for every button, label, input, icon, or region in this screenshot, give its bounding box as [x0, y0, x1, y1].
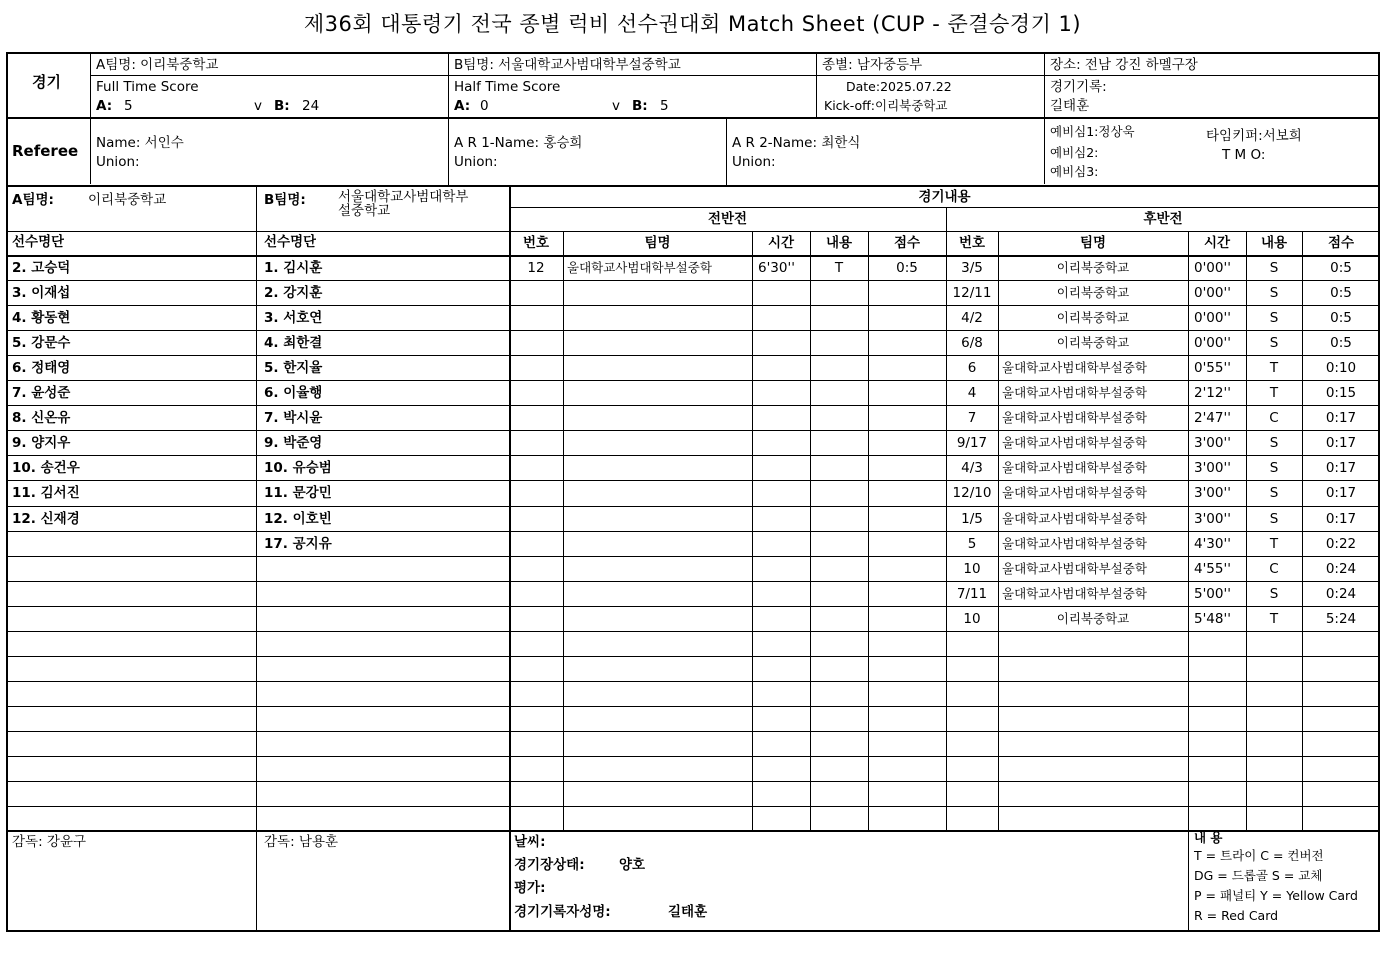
second-half-row-no: 3/5	[961, 260, 983, 276]
tmo: T M O:	[1222, 147, 1266, 163]
team-b-player: 7. 박시윤	[264, 410, 323, 426]
match-content-header: 경기내용	[918, 189, 971, 205]
recorder-name: 길태훈	[1050, 98, 1090, 114]
coach-a: 감독: 강윤구	[12, 834, 87, 850]
team-a-name: A팀명: 이리북중학교	[96, 57, 219, 73]
second-half-row-score: 0:22	[1325, 536, 1357, 552]
referee-union: Union:	[96, 154, 140, 170]
first-half-row-team: 울대학교사범대학부설중학	[567, 260, 712, 275]
ar2-name: A R 2-Name: 최한식	[732, 135, 861, 151]
second-half-row-time: 0'00''	[1194, 335, 1231, 351]
first-half-row-no: 12	[527, 260, 545, 276]
second-half-row-score: 0:5	[1330, 335, 1352, 351]
team-a-player: 8. 신온유	[12, 410, 71, 426]
second-half-row-type: T	[1269, 536, 1279, 552]
second-half-row-type: T	[1269, 385, 1279, 401]
fts-b-label: B:	[274, 98, 290, 114]
second-half-row-no: 10	[963, 611, 981, 627]
second-half-row-time: 3'00''	[1194, 485, 1231, 501]
second-half-col-time: 시간	[1203, 235, 1231, 251]
second-half-row-no: 1/5	[961, 511, 983, 527]
team-b-player: 1. 김시훈	[264, 260, 323, 276]
second-half-row-score: 0:24	[1325, 586, 1357, 602]
second-half-row-time: 3'00''	[1194, 435, 1231, 451]
first-half-row-time: 6'30''	[758, 260, 795, 276]
fts-v: v	[254, 98, 262, 114]
legend-line-4: R = Red Card	[1194, 908, 1279, 923]
team-a-player: 7. 윤성준	[12, 385, 71, 401]
second-half-row-type: S	[1269, 310, 1279, 326]
full-time-score-label: Full Time Score	[96, 79, 199, 95]
second-half-row-no: 9/17	[956, 435, 988, 451]
team-a-player: 3. 이재섭	[12, 285, 71, 301]
fts-a-label: A:	[96, 98, 113, 114]
team-a-player: 5. 강문수	[12, 335, 71, 351]
legend-title: 내 용	[1194, 830, 1223, 845]
hts-v: v	[612, 98, 620, 114]
first-half-col-team: 팀명	[644, 235, 671, 251]
second-half-row-team: 울대학교사범대학부설중학	[1002, 385, 1147, 400]
second-half-row-no: 7	[967, 410, 977, 426]
second-half-row-score: 0:17	[1325, 460, 1357, 476]
second-half-row-score: 0:24	[1325, 561, 1357, 577]
second-half-row-time: 5'48''	[1194, 611, 1231, 627]
second-half-row-type: S	[1269, 285, 1279, 301]
second-half-row-type: S	[1269, 435, 1279, 451]
team-b-player: 5. 한지율	[264, 360, 323, 376]
hts-a-value: 0	[480, 98, 489, 114]
second-half-row-team: 울대학교사범대학부설중학	[1002, 460, 1147, 475]
hts-b-value: 5	[660, 98, 669, 114]
second-half-row-no: 4/3	[961, 460, 983, 476]
team-a-player: 12. 신재경	[12, 511, 80, 527]
second-half-col-score: 점수	[1327, 235, 1355, 251]
second-half-row-team: 울대학교사범대학부설중학	[1002, 485, 1147, 500]
team-b-player: 11. 문강민	[264, 485, 332, 501]
team-a-player: 4. 황동현	[12, 310, 71, 326]
team-a-player: 6. 정태영	[12, 360, 71, 376]
team-b-player: 12. 이호빈	[264, 511, 332, 527]
second-half-row-score: 0:17	[1325, 485, 1357, 501]
second-half-row-type: T	[1269, 611, 1279, 627]
second-half-row-time: 0'00''	[1194, 310, 1231, 326]
match-date: Date:2025.07.22	[846, 79, 952, 94]
team-b-roster-name-line2: 설중학교	[338, 203, 391, 219]
team-a-roster-name: 이리북중학교	[88, 192, 167, 208]
reserve-referee-2: 예비심2:	[1050, 145, 1099, 160]
second-half-row-team: 울대학교사범대학부설중학	[1002, 360, 1147, 375]
first-half-col-time: 시간	[767, 235, 795, 251]
team-b-player: 4. 최한결	[264, 335, 323, 351]
ar1-union: Union:	[454, 154, 498, 170]
game-label: 경기	[32, 73, 61, 91]
first-half-row-type: T	[834, 260, 844, 276]
second-half-row-no: 12/11	[952, 285, 992, 301]
second-half-row-type: S	[1269, 335, 1279, 351]
second-half-row-time: 0'00''	[1194, 260, 1231, 276]
second-half-row-no: 7/11	[956, 586, 988, 602]
team-b-player: 10. 유승범	[264, 460, 332, 476]
second-half-row-score: 0:5	[1330, 285, 1352, 301]
team-b-roster-name-line1: 서울대학교사범대학부	[338, 189, 469, 205]
second-half-col-type: 내용	[1260, 235, 1288, 251]
second-half-row-team: 이리북중학교	[1056, 611, 1130, 626]
second-half-row-team: 이리북중학교	[1056, 310, 1130, 325]
venue: 장소: 전남 강진 하멜구장	[1050, 57, 1198, 73]
team-b-player: 9. 박준영	[264, 435, 323, 451]
roster-a-header: 선수명단	[12, 234, 65, 250]
second-half-row-score: 0:15	[1325, 385, 1357, 401]
second-half-row-no: 5	[967, 536, 977, 552]
recorder-label: 경기기록:	[1050, 79, 1107, 95]
record-writer-name: 길태훈	[668, 904, 708, 920]
second-half-row-no: 4	[967, 385, 977, 401]
first-half-header: 전반전	[707, 211, 748, 227]
ar1-name: A R 1-Name: 홍승희	[454, 135, 583, 151]
second-half-row-time: 2'12''	[1194, 385, 1231, 401]
first-half-col-score: 점수	[893, 235, 921, 251]
second-half-row-time: 0'00''	[1194, 285, 1231, 301]
legend-line-2: DG = 드롭골 S = 교체	[1194, 868, 1323, 883]
second-half-row-no: 4/2	[961, 310, 983, 326]
team-a-player: 11. 김서진	[12, 485, 80, 501]
second-half-row-type: S	[1269, 485, 1279, 501]
second-half-row-team: 이리북중학교	[1056, 285, 1130, 300]
referee-label: Referee	[12, 142, 79, 160]
second-half-row-score: 0:17	[1325, 435, 1357, 451]
second-half-row-score: 0:5	[1330, 310, 1352, 326]
second-half-row-time: 3'00''	[1194, 460, 1231, 476]
roster-b-header: 선수명단	[264, 234, 317, 250]
team-b-name: B팀명: 서울대학교사범대학부설중학교	[454, 57, 681, 73]
second-half-row-team: 울대학교사범대학부설중학	[1002, 410, 1147, 425]
hts-b-label: B:	[632, 98, 648, 114]
second-half-row-score: 0:10	[1325, 360, 1357, 376]
second-half-row-score: 0:17	[1325, 511, 1357, 527]
half-time-score-label: Half Time Score	[454, 79, 561, 95]
team-b-player: 17. 공지유	[264, 536, 332, 552]
second-half-row-type: S	[1269, 260, 1279, 276]
team-b-player: 6. 이율행	[264, 385, 323, 401]
reserve-referee-1: 예비심1:정상욱	[1050, 124, 1135, 139]
second-half-row-time: 5'00''	[1194, 586, 1231, 602]
field-condition-value: 양호	[619, 857, 646, 873]
second-half-row-team: 울대학교사범대학부설중학	[1002, 511, 1147, 526]
second-half-row-no: 10	[963, 561, 981, 577]
second-half-row-team: 울대학교사범대학부설중학	[1002, 586, 1147, 601]
legend-line-3: P = 패널티 Y = Yellow Card	[1194, 888, 1358, 903]
second-half-row-score: 5:24	[1325, 611, 1357, 627]
record-writer-label: 경기기록자성명:	[514, 904, 611, 920]
match-sheet	[6, 52, 1380, 932]
second-half-col-no: 번호	[958, 235, 986, 251]
reserve-referee-3: 예비심3:	[1050, 164, 1099, 179]
team-a-player: 2. 고승덕	[12, 260, 71, 276]
second-half-row-type: T	[1269, 360, 1279, 376]
team-b-player: 3. 서호연	[264, 310, 323, 326]
second-half-row-time: 0'55''	[1194, 360, 1231, 376]
referee-name: Name: 서인수	[96, 135, 184, 151]
first-half-col-no: 번호	[522, 235, 550, 251]
second-half-row-no: 6/8	[961, 335, 983, 351]
second-half-row-type: S	[1269, 586, 1279, 602]
second-half-row-type: C	[1269, 561, 1279, 577]
second-half-row-time: 2'47''	[1194, 410, 1231, 426]
second-half-col-team: 팀명	[1079, 235, 1107, 251]
team-b-label: B팀명:	[264, 192, 306, 208]
team-a-player: 10. 송건우	[12, 460, 80, 476]
second-half-row-team: 이리북중학교	[1056, 335, 1130, 350]
second-half-row-no: 12/10	[952, 485, 992, 501]
second-half-row-no: 6	[967, 360, 977, 376]
fts-a-value: 5	[124, 98, 133, 114]
hts-a-label: A:	[454, 98, 471, 114]
page-title: 제36회 대통령기 전국 종별 럭비 선수권대회 Match Sheet (CUP - 준결승경기 1)	[303, 12, 1082, 36]
field-condition-label: 경기장상태:	[514, 857, 585, 873]
second-half-row-team: 울대학교사범대학부설중학	[1002, 435, 1147, 450]
kick-off: Kick-off:이리북중학교	[824, 98, 948, 113]
second-half-row-team: 울대학교사범대학부설중학	[1002, 536, 1147, 551]
team-b-player: 2. 강지훈	[264, 285, 323, 301]
timekeeper: 타임키퍼:서보희	[1206, 128, 1302, 144]
ar2-union: Union:	[732, 154, 776, 170]
second-half-row-time: 4'55''	[1194, 561, 1231, 577]
coach-b: 감독: 남용훈	[264, 834, 339, 850]
second-half-row-score: 0:5	[1330, 260, 1352, 276]
evaluation-label: 평가:	[514, 880, 546, 896]
second-half-row-type: C	[1269, 410, 1279, 426]
second-half-row-time: 4'30''	[1194, 536, 1231, 552]
second-half-row-time: 3'00''	[1194, 511, 1231, 527]
fts-b-value: 24	[302, 98, 320, 114]
second-half-row-type: S	[1269, 511, 1279, 527]
first-half-row-score: 0:5	[896, 260, 918, 276]
second-half-row-team: 이리북중학교	[1056, 260, 1130, 275]
second-half-row-type: S	[1269, 460, 1279, 476]
weather-label: 날씨:	[514, 834, 546, 850]
second-half-header: 후반전	[1143, 211, 1183, 227]
first-half-col-type: 내용	[825, 235, 853, 251]
team-a-player: 9. 양지우	[12, 435, 71, 451]
team-a-label: A팀명:	[12, 192, 54, 208]
division: 종별: 남자중등부	[822, 57, 923, 73]
legend-line-1: T = 트라이 C = 컨버전	[1194, 848, 1324, 863]
second-half-row-score: 0:17	[1325, 410, 1357, 426]
second-half-row-team: 울대학교사범대학부설중학	[1002, 561, 1147, 576]
